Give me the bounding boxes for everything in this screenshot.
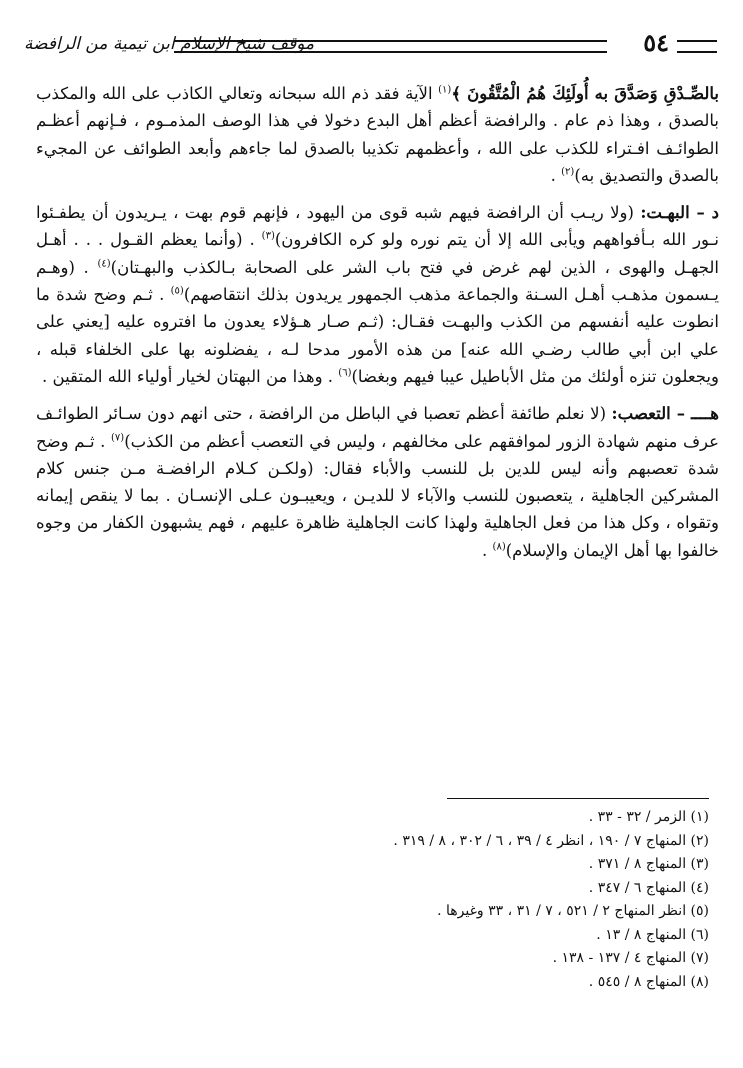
footnote-item: (٦) المنهاج ٨ / ١٣ . [596,926,709,943]
footnote-ref-2: (٢) [561,166,575,178]
paragraph-3-end: . [482,540,493,560]
footnote-item: (٣) المنهاج ٨ / ٣٧١ . [588,856,709,872]
footnote-divider [447,798,709,799]
paragraph-1-text: الآية فقد ذم الله سبحانه وتعالي الكاذب على الله والمكذب بالصدق ، وهذا ذم عام . والرافضة أعظم أهل البدع دخولا في هذا الوصف المذمـوم ، فـإنهم أعظـم الطوائـف افـتراء للكذب على الله ، وأعظمهم تكذيبا بالصدق لما جاءهم وأبعد الطوائف عن المجيء بالصدق والتصديق به) [36,84,719,185]
paragraph-2-text-5: . وهذا من البهتان لخيار أولياء الله المتقين . [42,366,339,386]
footnote-ref-6: (٦) [338,367,352,379]
footnote-ref-8: (٨) [492,541,506,553]
footnote-item: (٨) المنهاج ٨ / ٥٤٥ . [588,973,709,990]
header-double-rule-right [677,40,717,53]
footnote-item: (٧) المنهاج ٤ / ١٣٧ - ١٣٨ . [552,950,709,966]
footnotes-list [49,806,709,994]
paragraph-1-end: . [550,165,562,185]
page-number: ٥٤ [643,28,669,57]
footnote-item: (٥) انظر المنهاج ٢ / ٥٢١ ، ٧ / ٣١ ، ٣٣ وغيرها . [437,903,709,919]
footnote-ref-5: (٥) [170,285,184,297]
footnote-item: (٢) المنهاج ٧ / ١٩٠ ، انظر ٤ / ٣٩ ، ٦ / ٣٠٢ ، ٨ / ٣١٩ . [393,832,709,849]
paragraph-1 [36,80,719,189]
footnote-item: (٤) المنهاج ٦ / ٣٤٧ . [588,879,709,896]
page-header [24,28,717,64]
running-title: موقف شيخ الإسلام ابن تيمية من الرافضة [24,34,315,54]
paragraph-2-text-4: . ثـم وضح شدة ما انطوت عليه أنفسهم من الكذب والبهـت فقـال: (ثـم صـار هـؤلاء يعدون ما افتروه عليه [يعني على علي ابن أبي طالب رضـي الله عنه] من هذه الأمور مدحا لـه ، يفضلونه بها على الخلفاء قبله ، ويجعلون تنزه أولئك من مثل الأباطيل عيبا فيهم وبغضا) [36,285,719,386]
quran-verse: بالصِّـدْقِ وَصَدَّقَ به أُولَئِكَ هُمُ الْمُتَّقُونَ ﴾ [451,84,720,103]
paragraph-3 [36,400,719,564]
footnote-ref-4: (٤) [97,258,111,270]
paragraph-2-text-1: (ولا ريـب أن الرافضة فيهم شبه قوى من اليهود ، فإنهم قوم بهت ، يـريدون أن يطفـئوا نـور الله بـأفواههم ويأبى الله إلا أن يتم نوره ولو كره الكافرون) [36,203,719,250]
footnote-ref-7: (٧) [111,432,125,444]
paragraph-2-text-2: . (وأنما يعظم القـول . . . أهـل الجهـل والهوى ، الذين لهم غرض في فتح باب الشر على الصحابة بـالكذب والبهـتان) [36,230,719,277]
footnote-item: (١) الزمر / ٣٢ - ٣٣ . [588,809,709,825]
main-text [36,80,719,574]
paragraph-2-text-3: . (وهـم يـسمون مذهـب أهـل السـنة والجماعة مذهب الجمهور يريدون بذلك انتقاصهم) [36,257,719,305]
footnote-ref-1: (١) [438,84,452,96]
paragraph-2 [36,199,719,390]
section-label-d: د – البهـت: [640,203,719,223]
footnote-ref-3: (٣) [261,230,275,242]
paragraph-3-text-2: . ثـم وضح شدة تعصبهم وأنه ليس للدين بل للنسب والأباء فقال: (ولكـن كـلام الرافضـة مـن جنس كلام المشركين الجاهلية ، يتعصبون للنسب والآباء لا للديـن ، ويعيبـون عـلى الإنسـان . بما لا ينقص إيمانه وتقواه ، وكل هذا من فعل الجاهلية ولهذا كانت الجاهلية ظاهرة عليهم ، فهم يشبهون الكفار من وجوه خالفوا بها أهل الإيمان والإسلام) [36,431,719,560]
paragraph-3-text-1: (لا نعلم طائفة أعظم تعصبا في الباطل من الرافضة ، حتى انهم دون سـائر الطوائـف عرف منهم شهادة الزور لموافقهم على مخالفهم ، وليس في التعصب أعظم من الكذب) [36,404,719,451]
section-label-h: هــــ – التعصب: [611,404,719,424]
